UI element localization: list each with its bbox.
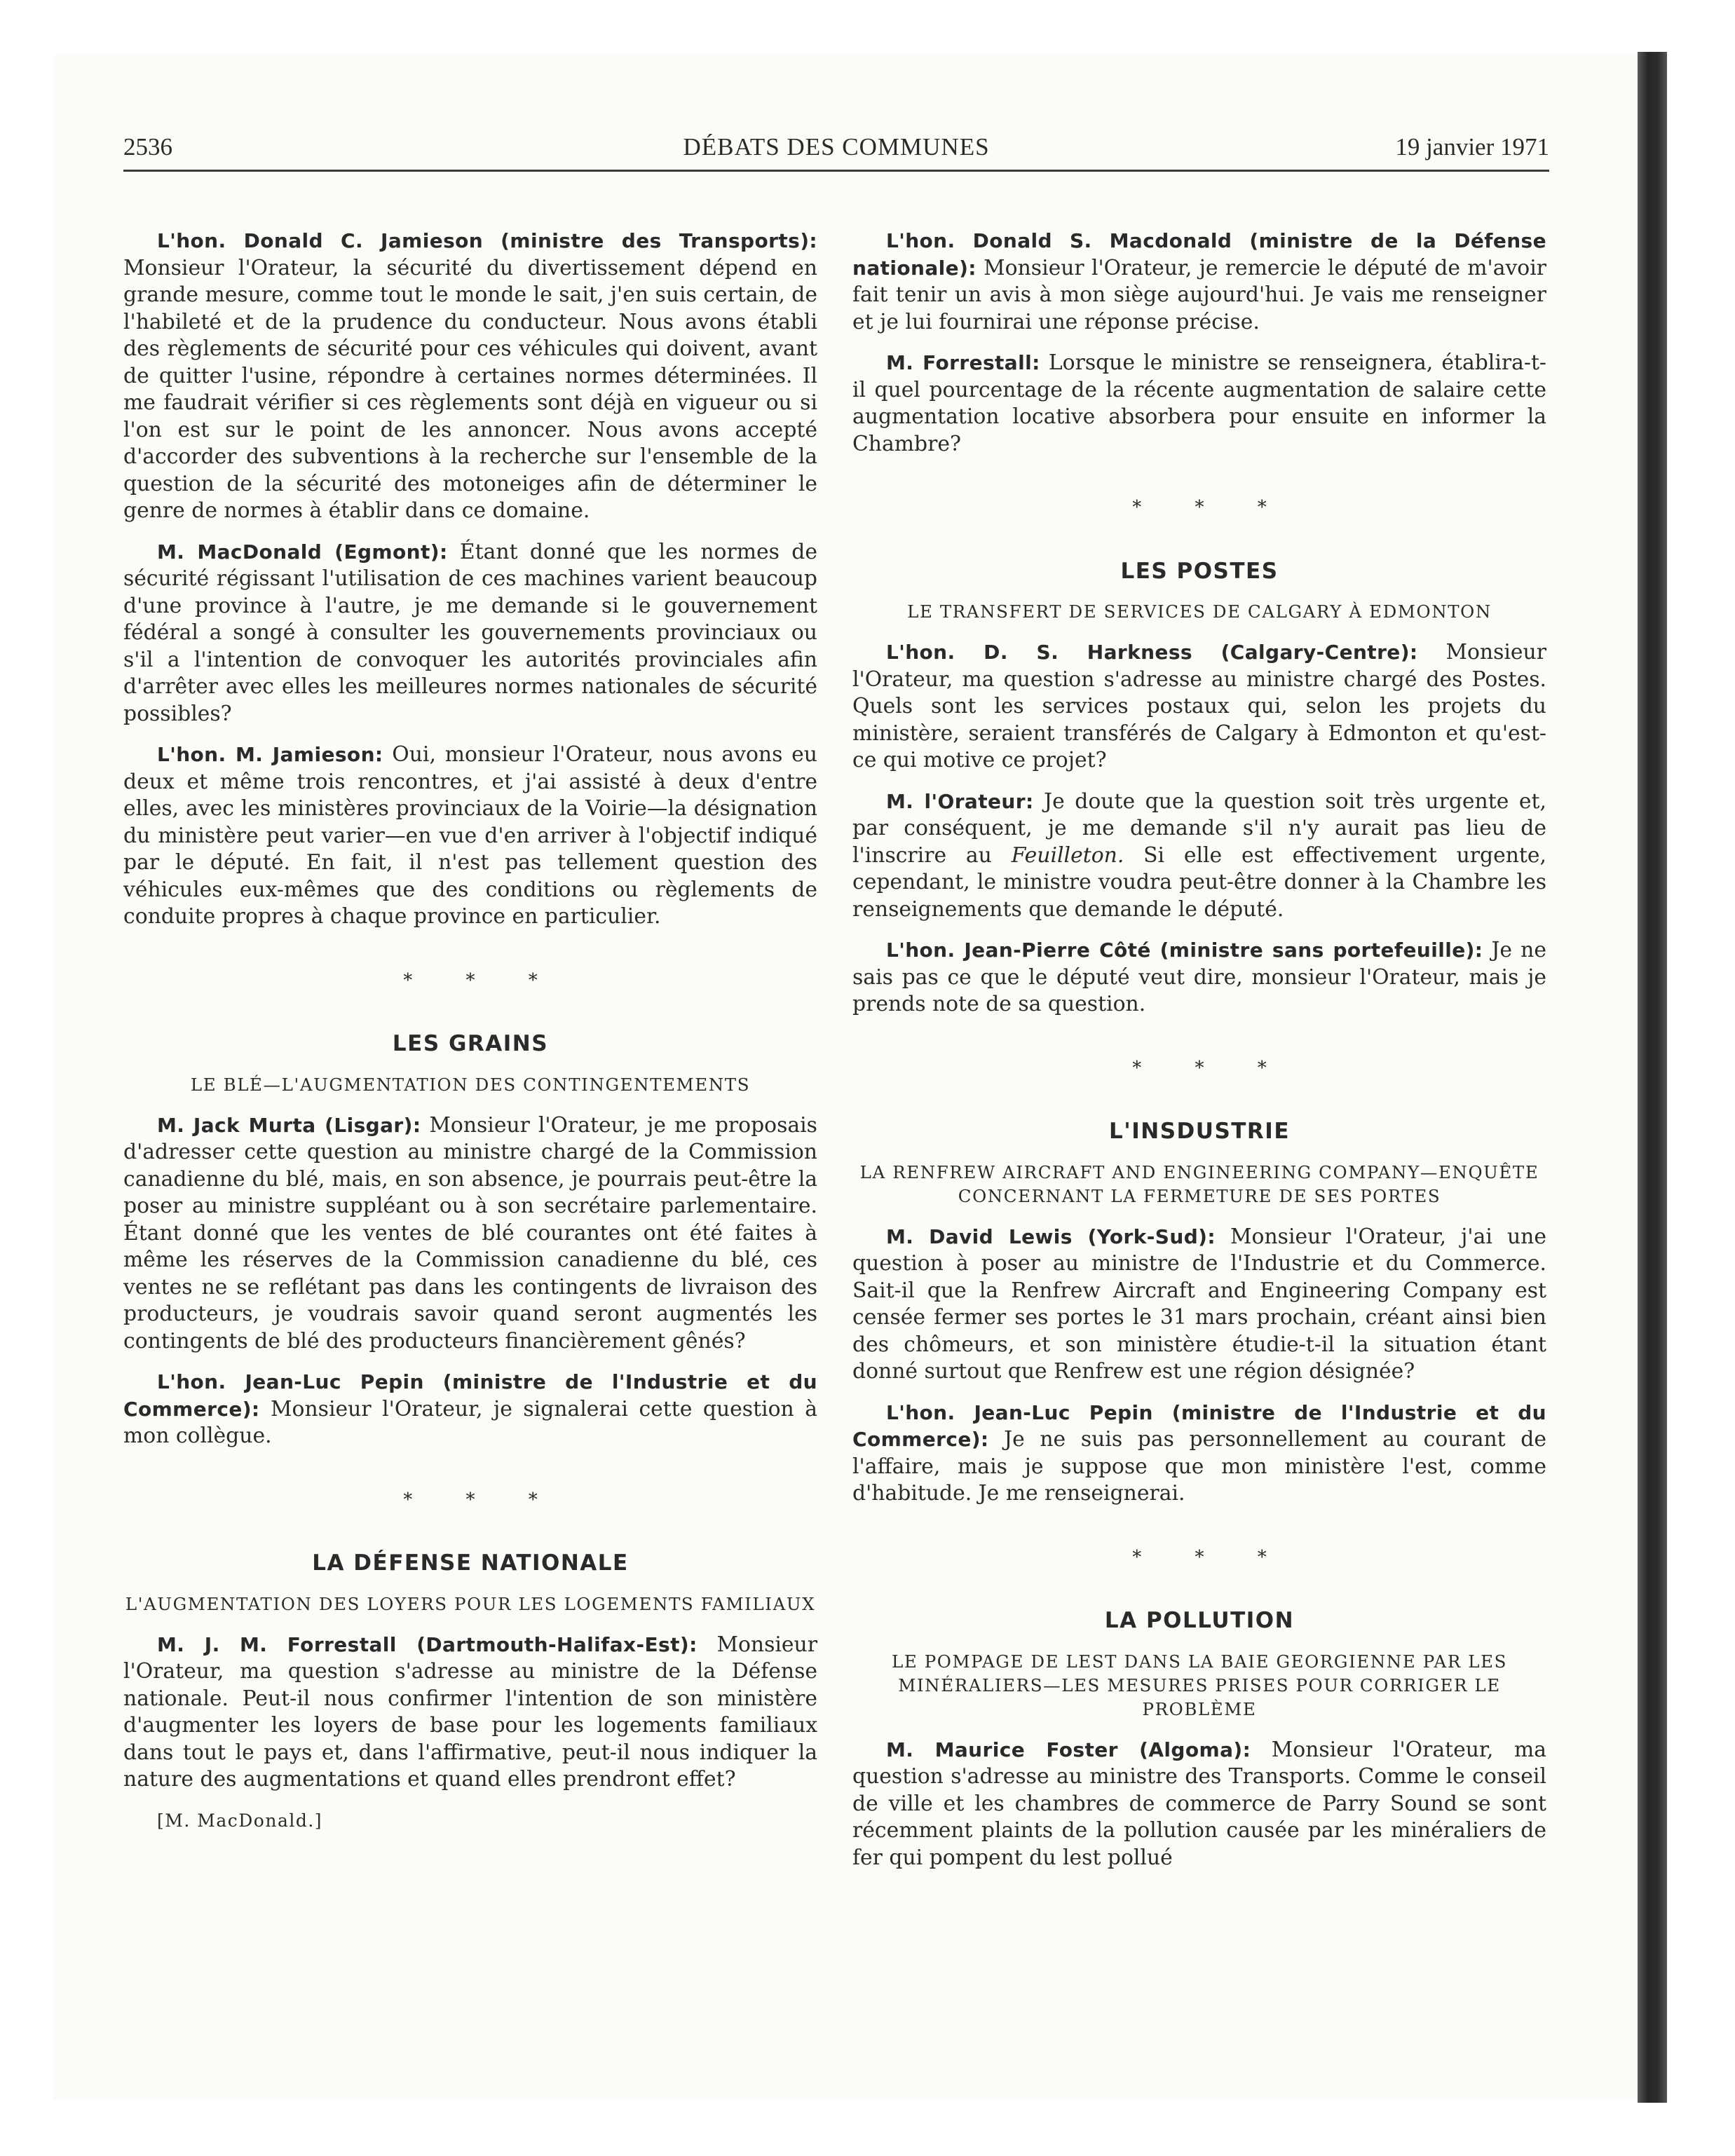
speech-text: Si elle est effectivement urgente, cependant, le ministre voudra peut-être donner à la Chambre les renseignements que demande le député. — [852, 842, 1546, 922]
speaker-name: M. David Lewis (York-Sud): — [886, 1224, 1216, 1248]
speech-text: Étant donné que les normes de sécurité régissant l'utilisation de ces machines varient beaucoup d'une province à l'autre, je me demande si le gouvernement fédéral a songé à consulter les gouvernements provinciaux ou s'il a l'intention de convoquer les autorités provinciales afin d'arrêter avec elles les meilleures normes nationales de sécurité possibles? — [123, 539, 817, 726]
speech-paragraph — [852, 350, 1546, 458]
right-column — [852, 228, 1546, 1885]
section-subheading: LA RENFREW AIRCRAFT AND ENGINEERING COMPANY—ENQUÊTE CONCERNANT LA FERMETURE DE SES PORTES — [859, 1161, 1539, 1206]
section-heading: LES GRAINS — [392, 1031, 549, 1056]
section-separator: * * * — [403, 1489, 562, 1510]
section-heading: LA DÉFENSE NATIONALE — [312, 1550, 629, 1576]
speech-paragraph — [123, 228, 817, 525]
speech-paragraph — [852, 937, 1546, 1018]
speech-text: Monsieur l'Orateur, ma question s'adresse au ministre chargé des Postes. Quels sont les services postaux qui, selon les projets du ministère, seraient transférés de Calgary à Edmonton et qu'est-ce qui motive ce projet? — [852, 640, 1546, 772]
speech-text: Monsieur l'Orateur, la sécurité du divertissement dépend en grande mesure, comme tout le monde le sait, j'en suis certain, de l'habileté et de la prudence du conducteur. Nous avons établi des règlements de sécurité pour ces véhicules qui doivent, avant de quitter l'usine, répondre à certaines normes déterminées. Il me faudrait vérifier si ces règlements sont déjà en vigueur ou si l'on est sur le point de les annoncer. Nous avons accepté d'accorder des subventions à la recherche sur l'ensemble de la question de la sécurité des motoneiges afin de déterminer le genre de normes à établir dans ce domaine. — [123, 255, 817, 523]
speech-text: Je ne suis pas personnellement au courant de l'affaire, mais je suppose que mon ministère l'est, comme d'habitude. Je me renseignerai. — [852, 1427, 1546, 1506]
section-separator: * * * — [403, 969, 562, 991]
speaker-name: M. l'Orateur: — [886, 789, 1034, 813]
speaker-name: L'hon. Donald C. Jamieson (ministre des Transports): — [157, 229, 817, 252]
speech-text: Monsieur l'Orateur, je remercie le député de m'avoir fait tenir un avis à mon siège aujourd'hui. Je vais me renseigner et je lui fournirai une réponse précise. — [852, 255, 1546, 334]
speaker-name: M. Maurice Foster (Algoma): — [886, 1738, 1251, 1761]
section-subheading: LE TRANSFERT DE SERVICES DE CALGARY À EDMONTON — [907, 601, 1492, 622]
running-header — [123, 133, 1549, 172]
section-separator: * * * — [1132, 497, 1291, 518]
section-separator: * * * — [1132, 1057, 1291, 1079]
speech-paragraph — [123, 742, 817, 931]
speech-text: Monsieur l'Orateur, ma question s'adresse au ministre de la Défense nationale. Peut-il nous confirmer l'intention de son ministère d'augmenter les loyers de base pour les logements familiaux dans tout le pays et, dans l'affirmative, peut-il nous indiquer la nature des augmentations et quand elles prendront effet? — [123, 1632, 817, 1792]
speaker-name: L'hon. Jean-Luc Pepin (ministre de l'Industrie et du Commerce): — [123, 1370, 817, 1421]
speech-paragraph — [852, 789, 1546, 924]
section-subheading: LE BLÉ—L'AUGMENTATION DES CONTINGENTEMENTS — [190, 1074, 751, 1095]
left-column — [123, 228, 817, 1834]
section-subheading: LE POMPAGE DE LEST DANS LA BAIE GEORGIENNE PAR LES MINÉRALIERS—LES MESURES PRISES POUR CORRIGER LE PROBLÈME — [891, 1651, 1508, 1719]
speaker-name: L'hon. D. S. Harkness (Calgary-Centre): — [886, 641, 1418, 664]
speaker-name: M. MacDonald (Egmont): — [157, 540, 448, 564]
section-separator: * * * — [1132, 1546, 1291, 1568]
speech-paragraph — [123, 1369, 817, 1450]
speech-paragraph — [123, 1632, 817, 1794]
speaker-name: M. J. M. Forrestall (Dartmouth-Halifax-Est): — [157, 1632, 698, 1656]
speech-paragraph — [852, 639, 1546, 775]
speech-text: Monsieur l'Orateur, je me proposais d'adresser cette question au ministre chargé de la Commission canadienne du blé, mais, en son absence, je pourrais peut-être la poser au ministre suppléant ou à son secrétaire parlementaire. Étant donné que les ventes de blé courantes ont été faites à même les réserves de la Commission canadienne du blé, ces ventes ne se reflétant pas dans les contingents de livraison des producteurs, je voudrais savoir quand seront augmentés les contingents de blé des producteurs financièrement gênés? — [123, 1112, 817, 1353]
speech-text: Oui, monsieur l'Orateur, nous avons eu deux et même trois rencontres, et j'ai assisté à deux d'entre elles, avec les ministères provinciaux de la Voirie—la désignation du ministère peut varier—en vue d'en arriver à l'objectif indiqué par le député. En fait, il n'est pas tellement question des véhicules eux-mêmes que des conditions ou règlements de conduite propres à chaque province en particulier. — [123, 742, 817, 929]
speaker-name: L'hon. Jean-Luc Pepin (ministre de l'Industrie et du Commerce): — [852, 1400, 1546, 1451]
speech-text: Lorsque le ministre se renseignera, établira-t-il quel pourcentage de la récente augmentation de salaire cette augmentation locative absorbera pour ensuite en informer la Chambre? — [852, 350, 1546, 456]
italic-title: Feuilleton. — [1011, 842, 1124, 868]
speaker-name: M. Forrestall: — [886, 351, 1040, 374]
speaker-name: L'hon. Donald S. Macdonald (ministre de la Défense nationale): — [852, 229, 1546, 280]
speech-text: Monsieur l'Orateur, je signalerai cette question à mon collègue. — [123, 1396, 817, 1448]
speaker-name: L'hon. Jean-Pierre Côté (ministre sans portefeuille): — [886, 939, 1483, 962]
publication-title: DÉBATS DES COMMUNES — [683, 133, 990, 161]
speaker-name: M. Jack Murta (Lisgar): — [157, 1113, 421, 1137]
section-heading: LA POLLUTION — [1104, 1608, 1295, 1633]
speech-paragraph — [852, 1400, 1546, 1508]
speech-text: Je ne sais pas ce que le député veut dire, monsieur l'Orateur, mais je prends note de sa question. — [852, 938, 1546, 1016]
speech-text: Je doute que la question soit très urgente et, par conséquent, je me demande s'il n'y aurait pas lieu de l'inscrire au — [852, 789, 1546, 868]
speech-paragraph — [852, 1737, 1546, 1872]
binding-edge — [1638, 52, 1667, 2103]
speaker-name: L'hon. M. Jamieson: — [157, 743, 383, 766]
section-heading: L'INSDUSTRIE — [1108, 1119, 1290, 1144]
speech-paragraph — [852, 228, 1546, 336]
issue-date: 19 janvier 1971 — [1395, 133, 1549, 161]
speech-text: Monsieur l'Orateur, ma question s'adresse au ministre des Transports. Comme le conseil de ville et les chambres de commerce de Parry Sound se sont récemment plaints de la pollution causée par les minéraliers de fer qui pompent du lest pollué — [852, 1737, 1546, 1870]
page-number: 2536 — [123, 133, 172, 161]
speaker-footnote: [M. MacDonald.] — [157, 1810, 323, 1831]
section-subheading: L'AUGMENTATION DES LOYERS POUR LES LOGEMENTS FAMILIAUX — [125, 1593, 816, 1614]
speech-text: Monsieur l'Orateur, j'ai une question à poser au ministre de l'Industrie et du Commerce. Sait-il que la Renfrew Aircraft and Engineering Company est censée fermer ses portes le 31 mars prochain, créant ainsi bien des chômeurs, et son ministère étudie-t-il la situation étant donné surtout que Renfrew est une région désignée? — [852, 1224, 1546, 1384]
speech-paragraph — [852, 1224, 1546, 1386]
speech-paragraph — [123, 1112, 817, 1356]
section-heading: LES POSTES — [1120, 558, 1279, 584]
speech-paragraph — [123, 539, 817, 728]
